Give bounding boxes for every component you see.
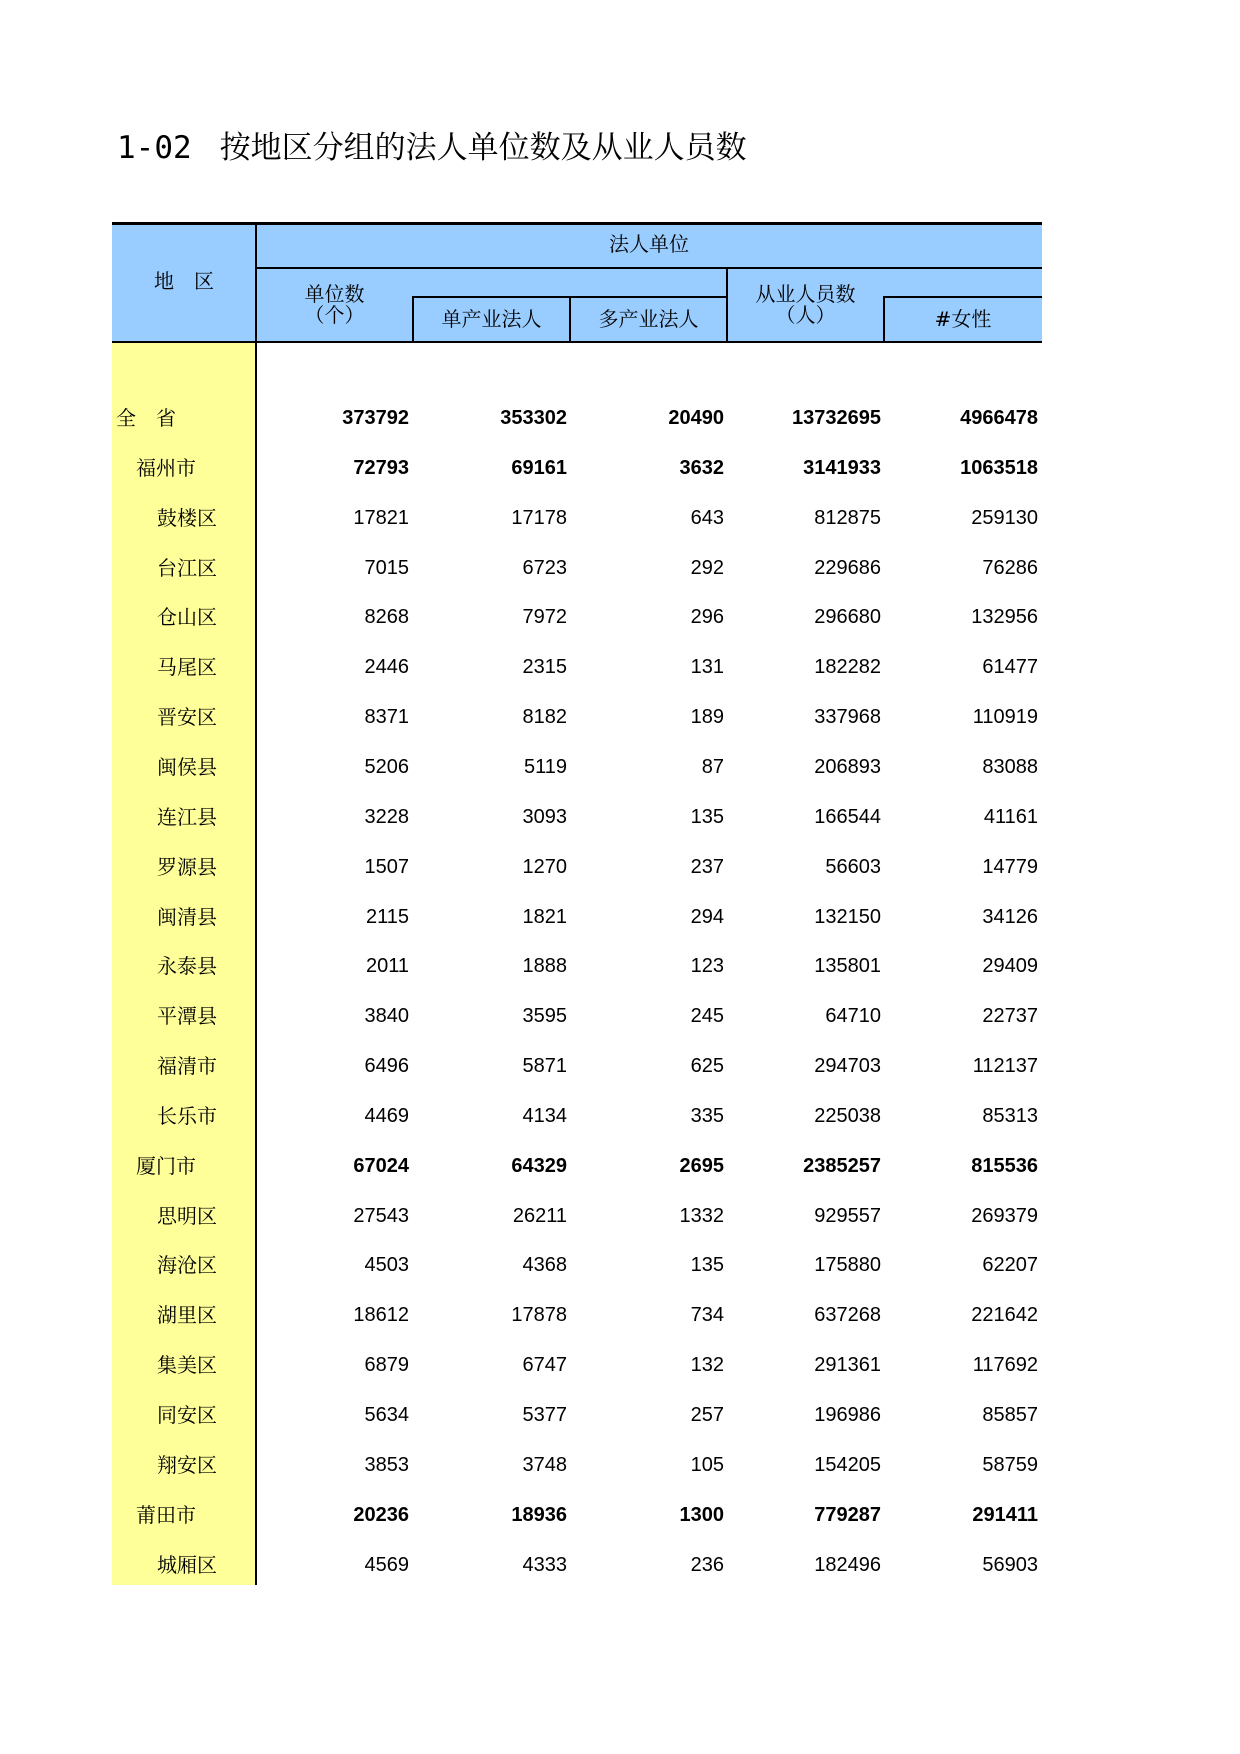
region-name: 马尾区 — [157, 655, 217, 680]
female-cell: 117692 — [972, 1354, 1038, 1377]
single-industry-cell: 3093 — [522, 805, 567, 828]
table-row — [112, 892, 1042, 942]
region-name: 莆田市 — [136, 1502, 196, 1527]
employees-cell: 337968 — [814, 706, 881, 729]
region-name: 翔安区 — [157, 1452, 217, 1477]
unit-count-cell: 2446 — [364, 656, 409, 679]
female-cell: 132956 — [971, 606, 1038, 629]
unit-count-cell: 3853 — [364, 1453, 409, 1476]
female-cell: 29409 — [982, 955, 1038, 978]
female-cell: 14779 — [982, 855, 1038, 878]
table-title: 按地区分组的法人单位数及从业人员数 — [219, 130, 747, 166]
employees-cell: 3141933 — [803, 456, 881, 479]
single-industry-cell: 353302 — [500, 407, 567, 429]
header-divider-4 — [883, 296, 885, 343]
multi-industry-cell: 245 — [690, 1005, 724, 1028]
region-name: 台江区 — [157, 555, 217, 580]
region-name: 永泰县 — [157, 954, 217, 979]
header-region: 地 区 — [154, 269, 214, 293]
single-industry-cell: 3595 — [522, 1005, 567, 1028]
multi-industry-cell: 2695 — [679, 1154, 724, 1177]
region-name: 全 省 — [116, 406, 176, 430]
single-industry-cell: 69161 — [511, 456, 567, 479]
female-cell: 22737 — [982, 1005, 1038, 1028]
single-industry-cell: 5871 — [522, 1055, 567, 1078]
unit-count-cell: 2011 — [365, 955, 409, 978]
single-industry-cell: 4134 — [522, 1104, 567, 1127]
table-row — [112, 1041, 1042, 1091]
region-name: 福清市 — [157, 1054, 217, 1079]
unit-count-cell: 5634 — [364, 1404, 409, 1426]
header-female: #女性 — [934, 307, 992, 331]
unit-count-cell: 17821 — [353, 506, 409, 529]
employees-cell: 13732695 — [792, 407, 881, 429]
header-bottom-rule — [112, 341, 1042, 343]
table-row — [112, 1390, 1042, 1440]
table-row — [112, 543, 1042, 593]
female-cell: 56903 — [982, 1553, 1038, 1576]
multi-industry-cell: 123 — [690, 955, 724, 978]
employees-cell: 929557 — [814, 1204, 881, 1227]
employees-cell: 294703 — [814, 1055, 881, 1078]
female-cell: 85857 — [982, 1404, 1038, 1426]
multi-industry-cell: 236 — [690, 1553, 724, 1576]
female-cell: 110919 — [972, 706, 1038, 729]
header-unit-count: 单位数 — [304, 282, 365, 306]
multi-industry-cell: 292 — [690, 556, 724, 579]
multi-industry-cell: 237 — [690, 855, 724, 878]
region-name: 鼓楼区 — [157, 505, 217, 530]
unit-count-cell: 8371 — [364, 706, 409, 729]
multi-industry-cell: 296 — [690, 606, 724, 629]
region-name: 闽侯县 — [157, 754, 217, 779]
header-employees: 从业人员数 — [755, 282, 856, 306]
region-name: 海沧区 — [157, 1253, 217, 1278]
unit-count-cell: 72793 — [353, 456, 409, 479]
employees-cell: 154205 — [814, 1453, 881, 1476]
multi-industry-cell: 3632 — [679, 456, 724, 479]
employees-cell: 182282 — [814, 656, 881, 679]
table-row — [112, 1191, 1042, 1241]
single-industry-cell: 17178 — [511, 506, 567, 529]
unit-count-cell: 27543 — [353, 1204, 409, 1227]
female-cell: 76286 — [982, 556, 1038, 579]
region-name: 同安区 — [157, 1403, 217, 1427]
employees-cell: 2385257 — [803, 1154, 881, 1177]
employees-cell: 291361 — [814, 1354, 881, 1377]
table-row — [112, 1290, 1042, 1340]
single-industry-cell: 64329 — [511, 1154, 567, 1177]
employees-cell: 296680 — [814, 606, 881, 629]
multi-industry-cell: 87 — [701, 755, 724, 778]
employees-cell: 229686 — [814, 556, 881, 579]
unit-count-cell: 4569 — [364, 1553, 409, 1576]
single-industry-cell: 4333 — [522, 1553, 567, 1576]
region-name: 闽清县 — [157, 904, 217, 929]
single-industry-cell: 7972 — [522, 606, 567, 629]
region-name: 晋安区 — [157, 705, 217, 730]
table-row — [112, 1440, 1042, 1490]
female-cell: 4966478 — [960, 407, 1038, 429]
female-cell: 34126 — [982, 905, 1038, 928]
single-industry-cell: 1888 — [522, 955, 567, 978]
female-cell: 41161 — [983, 805, 1038, 828]
unit-count-cell: 7015 — [364, 556, 409, 579]
multi-industry-cell: 132 — [690, 1354, 724, 1377]
single-industry-cell: 6723 — [522, 556, 567, 579]
unit-count-cell: 4469 — [364, 1104, 409, 1127]
header-rule-1 — [256, 267, 1042, 269]
unit-count-cell: 6496 — [364, 1055, 409, 1078]
female-cell: 815536 — [971, 1154, 1038, 1177]
table-row — [112, 493, 1042, 543]
table-row — [112, 692, 1042, 742]
employees-cell: 637268 — [814, 1304, 881, 1327]
female-cell: 291411 — [972, 1503, 1038, 1526]
region-name: 集美区 — [157, 1353, 217, 1378]
region-name: 福州市 — [136, 455, 196, 480]
employees-cell: 779287 — [814, 1503, 881, 1526]
table-row — [112, 1340, 1042, 1390]
table-row — [112, 1141, 1042, 1191]
unit-count-cell: 6879 — [364, 1354, 409, 1377]
employees-cell: 166544 — [814, 805, 881, 828]
region-name: 罗源县 — [157, 854, 217, 879]
multi-industry-cell: 1332 — [679, 1204, 724, 1227]
female-cell: 83088 — [982, 755, 1038, 778]
single-industry-cell: 8182 — [522, 706, 567, 729]
table-row — [112, 842, 1042, 892]
employees-cell: 182496 — [814, 1553, 881, 1576]
region-name: 连江县 — [157, 804, 217, 829]
page-title — [117, 128, 747, 168]
table-row — [112, 592, 1042, 642]
table-row — [112, 1091, 1042, 1141]
table-row — [112, 991, 1042, 1041]
single-industry-cell: 5377 — [522, 1404, 567, 1426]
unit-count-cell: 8268 — [364, 606, 409, 629]
employees-cell: 175880 — [814, 1254, 881, 1277]
table-row — [112, 393, 1042, 443]
multi-industry-cell: 105 — [690, 1453, 724, 1476]
region-name: 平潭县 — [157, 1004, 217, 1029]
multi-industry-cell: 135 — [690, 1254, 724, 1277]
single-industry-cell: 17878 — [511, 1304, 567, 1327]
female-cell: 61477 — [982, 656, 1038, 679]
employees-cell: 56603 — [825, 855, 881, 878]
table-row — [112, 642, 1042, 692]
multi-industry-cell: 643 — [690, 506, 724, 529]
unit-count-cell: 5206 — [364, 755, 409, 778]
single-industry-cell: 18936 — [511, 1503, 567, 1526]
female-cell: 58759 — [982, 1453, 1038, 1476]
employees-cell: 135801 — [814, 955, 881, 978]
region-name: 城厢区 — [157, 1552, 217, 1577]
unit-count-cell: 67024 — [353, 1154, 409, 1177]
table-row — [112, 941, 1042, 991]
female-cell: 259130 — [971, 506, 1038, 529]
header-rule-3 — [884, 296, 1042, 298]
table-row — [112, 1490, 1042, 1540]
multi-industry-cell: 1300 — [679, 1503, 724, 1526]
region-name: 厦门市 — [136, 1153, 196, 1178]
female-cell: 62207 — [982, 1254, 1038, 1277]
employees-cell: 812875 — [814, 506, 881, 529]
employees-cell: 64710 — [825, 1005, 881, 1028]
header-employees-unit: （人） — [775, 303, 836, 327]
unit-count-cell: 4503 — [364, 1254, 409, 1277]
single-industry-cell: 1821 — [522, 905, 567, 928]
multi-industry-cell: 20490 — [668, 407, 724, 429]
female-cell: 221642 — [971, 1304, 1038, 1327]
header-multi-industry: 多产业法人 — [598, 307, 699, 331]
single-industry-cell: 1270 — [522, 855, 567, 878]
multi-industry-cell: 131 — [690, 656, 724, 679]
employees-cell: 206893 — [814, 755, 881, 778]
unit-count-cell: 18612 — [353, 1304, 409, 1327]
employees-cell: 196986 — [814, 1404, 881, 1426]
single-industry-cell: 2315 — [522, 656, 567, 679]
header-single-industry: 单产业法人 — [441, 307, 542, 331]
table-number: 1-02 — [117, 130, 192, 166]
header-divider-1 — [412, 296, 414, 343]
female-cell: 1063518 — [960, 456, 1038, 479]
unit-count-cell: 3228 — [364, 805, 409, 828]
female-cell: 85313 — [982, 1104, 1038, 1127]
female-cell: 112137 — [972, 1055, 1038, 1078]
unit-count-cell: 1507 — [364, 855, 409, 878]
header-unit-count-unit: （个） — [304, 303, 365, 327]
multi-industry-cell: 734 — [690, 1304, 724, 1327]
region-name: 仓山区 — [157, 605, 217, 630]
region-name: 思明区 — [157, 1203, 217, 1228]
table-row — [112, 1540, 1042, 1590]
region-name: 湖里区 — [157, 1303, 217, 1328]
region-name: 长乐市 — [157, 1103, 217, 1128]
multi-industry-cell: 135 — [690, 805, 724, 828]
multi-industry-cell: 294 — [690, 905, 724, 928]
header-divider-2 — [569, 296, 571, 343]
single-industry-cell: 4368 — [522, 1254, 567, 1277]
female-cell: 269379 — [971, 1204, 1038, 1227]
table-row — [112, 792, 1042, 842]
single-industry-cell: 3748 — [522, 1453, 567, 1476]
employees-cell: 225038 — [814, 1104, 881, 1127]
unit-count-cell: 3840 — [364, 1005, 409, 1028]
multi-industry-cell: 335 — [690, 1104, 724, 1127]
table-row — [112, 443, 1042, 493]
header-legal-units: 法人单位 — [609, 232, 689, 256]
employees-cell: 132150 — [814, 905, 881, 928]
unit-count-cell: 2115 — [365, 905, 409, 928]
single-industry-cell: 26211 — [512, 1204, 567, 1227]
unit-count-cell: 20236 — [353, 1503, 409, 1526]
unit-count-cell: 373792 — [342, 407, 409, 429]
single-industry-cell: 5119 — [523, 755, 567, 778]
table-row — [112, 1240, 1042, 1290]
multi-industry-cell: 189 — [690, 706, 724, 729]
header-divider-3 — [726, 267, 728, 343]
table-row — [112, 742, 1042, 792]
multi-industry-cell: 625 — [690, 1055, 724, 1078]
single-industry-cell: 6747 — [522, 1354, 567, 1377]
multi-industry-cell: 257 — [690, 1404, 724, 1426]
